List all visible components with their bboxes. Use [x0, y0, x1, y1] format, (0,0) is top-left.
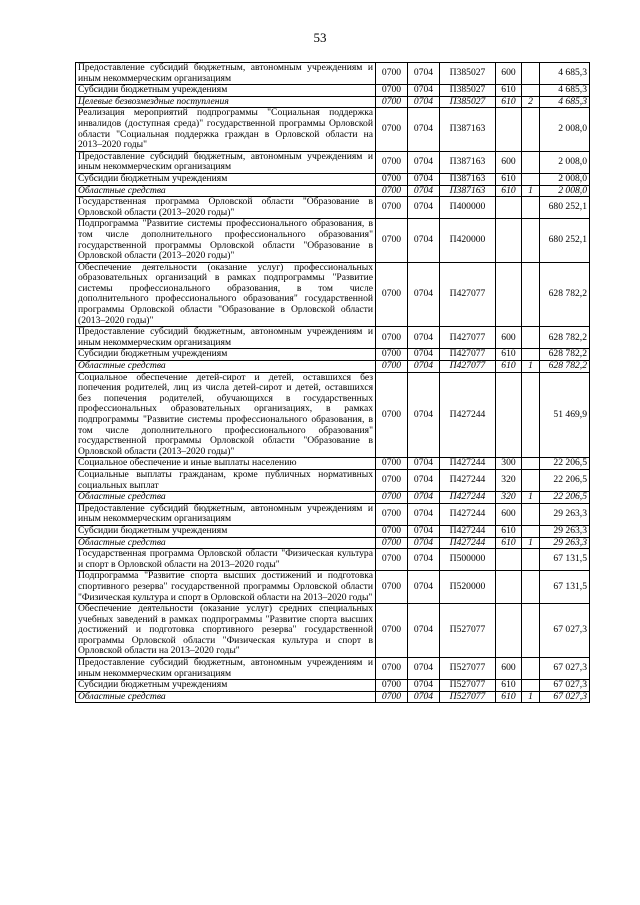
funding-source-cell — [522, 219, 540, 262]
table-row — [76, 96, 590, 108]
target-item-code-cell: П387163 — [440, 151, 496, 173]
table-row — [76, 151, 590, 173]
funding-source-cell — [522, 85, 540, 97]
target-item-code-cell: П427244 — [440, 372, 496, 458]
expense-type-code-cell — [496, 108, 522, 151]
expense-type-code-cell: 600 — [496, 503, 522, 525]
table-row — [76, 469, 590, 491]
amount-cell: 67 131,5 — [540, 571, 590, 604]
table-row — [76, 349, 590, 361]
budget-table — [75, 62, 590, 703]
subsection-code-cell: 0704 — [408, 604, 440, 658]
subsection-code-cell: 0704 — [408, 219, 440, 262]
amount-cell: 628 782,2 — [540, 361, 590, 373]
table-row — [76, 571, 590, 604]
target-item-code-cell: П527077 — [440, 680, 496, 692]
funding-source-cell — [522, 262, 540, 327]
expense-type-code-cell: 300 — [496, 458, 522, 470]
amount-cell: 628 782,2 — [540, 327, 590, 349]
expense-type-code-cell: 610 — [496, 173, 522, 185]
funding-source-cell — [522, 349, 540, 361]
funding-source-cell — [522, 372, 540, 458]
subsection-code-cell: 0704 — [408, 151, 440, 173]
subsection-code-cell: 0704 — [408, 349, 440, 361]
table-row — [76, 327, 590, 349]
target-item-code-cell: П500000 — [440, 549, 496, 571]
expense-name-cell: Целевые безвозмездные поступления — [76, 96, 376, 108]
amount-cell: 680 252,1 — [540, 197, 590, 219]
expense-type-code-cell: 610 — [496, 185, 522, 197]
amount-cell: 22 206,5 — [540, 469, 590, 491]
section-code-cell: 0700 — [376, 691, 408, 703]
section-code-cell: 0700 — [376, 492, 408, 504]
amount-cell: 67 027,3 — [540, 691, 590, 703]
amount-cell: 2 008,0 — [540, 151, 590, 173]
section-code-cell: 0700 — [376, 262, 408, 327]
subsection-code-cell: 0704 — [408, 503, 440, 525]
target-item-code-cell: П427244 — [440, 537, 496, 549]
table-row — [76, 63, 590, 85]
subsection-code-cell: 0704 — [408, 571, 440, 604]
table-row — [76, 691, 590, 703]
section-code-cell: 0700 — [376, 197, 408, 219]
funding-source-cell: 1 — [522, 691, 540, 703]
expense-name-cell: Обеспечение деятельности (оказание услуг) средних специальных учебных заведений в рамках подпрограммы "Развитие спорта высших достижений и подготовка спортивного резерва" государственной программы Орловской области "Физическая культура и спорт в Орловской области на 2013–2020 годы" — [76, 604, 376, 658]
expense-type-code-cell — [496, 372, 522, 458]
section-code-cell: 0700 — [376, 469, 408, 491]
funding-source-cell — [522, 549, 540, 571]
table-row — [76, 680, 590, 692]
funding-source-cell — [522, 173, 540, 185]
table-row — [76, 262, 590, 327]
expense-name-cell: Государственная программа Орловской области "Физическая культура и спорт в Орловской области на 2013–2020 годы" — [76, 549, 376, 571]
table-row — [76, 604, 590, 658]
subsection-code-cell: 0704 — [408, 658, 440, 680]
subsection-code-cell: 0704 — [408, 549, 440, 571]
table-row — [76, 372, 590, 458]
target-item-code-cell: П427077 — [440, 349, 496, 361]
expense-name-cell: Социальные выплаты гражданам, кроме публичных нормативных социальных выплат — [76, 469, 376, 491]
subsection-code-cell: 0704 — [408, 691, 440, 703]
target-item-code-cell: П387163 — [440, 108, 496, 151]
subsection-code-cell: 0704 — [408, 262, 440, 327]
section-code-cell: 0700 — [376, 571, 408, 604]
table-row — [76, 185, 590, 197]
expense-type-code-cell — [496, 219, 522, 262]
section-code-cell: 0700 — [376, 151, 408, 173]
funding-source-cell — [522, 680, 540, 692]
target-item-code-cell: П385027 — [440, 85, 496, 97]
funding-source-cell — [522, 327, 540, 349]
subsection-code-cell: 0704 — [408, 372, 440, 458]
section-code-cell: 0700 — [376, 537, 408, 549]
amount-cell: 22 206,5 — [540, 458, 590, 470]
amount-cell: 67 027,3 — [540, 658, 590, 680]
amount-cell: 4 685,3 — [540, 96, 590, 108]
table-row — [76, 503, 590, 525]
amount-cell: 51 469,9 — [540, 372, 590, 458]
target-item-code-cell: П385027 — [440, 96, 496, 108]
table-row — [76, 108, 590, 151]
expense-type-code-cell: 600 — [496, 658, 522, 680]
expense-name-cell: Предоставление субсидий бюджетным, автономным учреждениям и иным некоммерческим организациям — [76, 63, 376, 85]
funding-source-cell — [522, 525, 540, 537]
subsection-code-cell: 0704 — [408, 492, 440, 504]
target-item-code-cell: П385027 — [440, 63, 496, 85]
expense-type-code-cell: 320 — [496, 492, 522, 504]
target-item-code-cell: П427244 — [440, 469, 496, 491]
expense-type-code-cell — [496, 549, 522, 571]
expense-type-code-cell: 600 — [496, 151, 522, 173]
section-code-cell: 0700 — [376, 108, 408, 151]
section-code-cell: 0700 — [376, 96, 408, 108]
table-row — [76, 537, 590, 549]
expense-type-code-cell: 320 — [496, 469, 522, 491]
expense-name-cell: Реализация мероприятий подпрограммы "Социальная поддержка инвалидов (доступная среда)" государственной программы Орловской области "Социальная поддержка граждан в Орловской области на 2013–2020 годы" — [76, 108, 376, 151]
amount-cell: 4 685,3 — [540, 85, 590, 97]
expense-name-cell: Субсидии бюджетным учреждениям — [76, 525, 376, 537]
target-item-code-cell: П427244 — [440, 525, 496, 537]
subsection-code-cell: 0704 — [408, 63, 440, 85]
expense-type-code-cell — [496, 604, 522, 658]
funding-source-cell — [522, 63, 540, 85]
funding-source-cell — [522, 458, 540, 470]
expense-name-cell: Социальное обеспечение детей-сирот и детей, оставшихся без попечения родителей, лиц из числа детей-сирот и детей, оставшихся без попечения родителей, обучающихся в государственных профессиональных образовательных организациях, в рамках подпрограммы "Развитие системы профессионального образования, в том числе дополнительного профессионального образования" государственной программы Орловской области "Образование в Орловской области (2013–2020 годы)" — [76, 372, 376, 458]
subsection-code-cell: 0704 — [408, 537, 440, 549]
expense-type-code-cell: 610 — [496, 691, 522, 703]
expense-type-code-cell: 610 — [496, 680, 522, 692]
section-code-cell: 0700 — [376, 85, 408, 97]
target-item-code-cell: П387163 — [440, 185, 496, 197]
expense-name-cell: Субсидии бюджетным учреждениям — [76, 173, 376, 185]
funding-source-cell: 1 — [522, 185, 540, 197]
funding-source-cell — [522, 108, 540, 151]
target-item-code-cell: П520000 — [440, 571, 496, 604]
amount-cell: 628 782,2 — [540, 349, 590, 361]
amount-cell: 2 008,0 — [540, 173, 590, 185]
funding-source-cell — [522, 503, 540, 525]
funding-source-cell: 1 — [522, 537, 540, 549]
section-code-cell: 0700 — [376, 349, 408, 361]
target-item-code-cell: П420000 — [440, 219, 496, 262]
amount-cell: 22 206,5 — [540, 492, 590, 504]
section-code-cell: 0700 — [376, 458, 408, 470]
funding-source-cell — [522, 604, 540, 658]
amount-cell: 67 027,3 — [540, 604, 590, 658]
expense-name-cell: Предоставление субсидий бюджетным, автономным учреждениям и иным некоммерческим организациям — [76, 327, 376, 349]
expense-name-cell: Государственная программа Орловской области "Образование в Орловской области (2013–2020 годы)" — [76, 197, 376, 219]
section-code-cell: 0700 — [376, 361, 408, 373]
amount-cell: 628 782,2 — [540, 262, 590, 327]
subsection-code-cell: 0704 — [408, 173, 440, 185]
expense-type-code-cell: 600 — [496, 327, 522, 349]
funding-source-cell — [522, 197, 540, 219]
target-item-code-cell: П527077 — [440, 604, 496, 658]
funding-source-cell — [522, 151, 540, 173]
expense-name-cell: Субсидии бюджетным учреждениям — [76, 85, 376, 97]
table-row — [76, 361, 590, 373]
expense-type-code-cell: 610 — [496, 349, 522, 361]
expense-name-cell: Предоставление субсидий бюджетным, автономным учреждениям и иным некоммерческим организациям — [76, 658, 376, 680]
expense-name-cell: Областные средства — [76, 492, 376, 504]
expense-name-cell: Областные средства — [76, 361, 376, 373]
funding-source-cell — [522, 658, 540, 680]
amount-cell: 2 008,0 — [540, 185, 590, 197]
amount-cell: 2 008,0 — [540, 108, 590, 151]
subsection-code-cell: 0704 — [408, 85, 440, 97]
target-item-code-cell: П427077 — [440, 327, 496, 349]
expense-name-cell: Субсидии бюджетным учреждениям — [76, 349, 376, 361]
expense-name-cell: Социальное обеспечение и иные выплаты населению — [76, 458, 376, 470]
table-row — [76, 492, 590, 504]
subsection-code-cell: 0704 — [408, 96, 440, 108]
expense-type-code-cell: 610 — [496, 361, 522, 373]
subsection-code-cell: 0704 — [408, 327, 440, 349]
expense-name-cell: Подпрограмма "Развитие спорта высших достижений и подготовка спортивного резерва" государственной программы Орловской области "Физическая культура и спорт в Орловской области на 2013–2020 годы" — [76, 571, 376, 604]
subsection-code-cell: 0704 — [408, 469, 440, 491]
funding-source-cell: 2 — [522, 96, 540, 108]
amount-cell: 4 685,3 — [540, 63, 590, 85]
expense-type-code-cell — [496, 262, 522, 327]
table-row — [76, 549, 590, 571]
section-code-cell: 0700 — [376, 173, 408, 185]
budget-table-body — [76, 63, 590, 703]
target-item-code-cell: П387163 — [440, 173, 496, 185]
section-code-cell: 0700 — [376, 658, 408, 680]
page-number: 53 — [313, 30, 327, 45]
expense-type-code-cell — [496, 571, 522, 604]
expense-name-cell: Предоставление субсидий бюджетным, автономным учреждениям и иным некоммерческим организациям — [76, 151, 376, 173]
funding-source-cell: 1 — [522, 492, 540, 504]
expense-type-code-cell: 610 — [496, 85, 522, 97]
funding-source-cell — [522, 571, 540, 604]
amount-cell: 29 263,3 — [540, 503, 590, 525]
amount-cell: 67 131,5 — [540, 549, 590, 571]
expense-type-code-cell — [496, 197, 522, 219]
table-row — [76, 197, 590, 219]
subsection-code-cell: 0704 — [408, 680, 440, 692]
expense-name-cell: Подпрограмма "Развитие системы профессионального образования, в том числе дополнительного профессионального образования" государственной программы Орловской области "Образование в Орловской области (2013–2020 годы)" — [76, 219, 376, 262]
target-item-code-cell: П527077 — [440, 691, 496, 703]
subsection-code-cell: 0704 — [408, 525, 440, 537]
expense-name-cell: Областные средства — [76, 691, 376, 703]
subsection-code-cell: 0704 — [408, 185, 440, 197]
target-item-code-cell: П527077 — [440, 658, 496, 680]
amount-cell: 29 263,3 — [540, 525, 590, 537]
target-item-code-cell: П427244 — [440, 458, 496, 470]
table-row — [76, 458, 590, 470]
section-code-cell: 0700 — [376, 219, 408, 262]
target-item-code-cell: П427077 — [440, 361, 496, 373]
expense-name-cell: Областные средства — [76, 185, 376, 197]
section-code-cell: 0700 — [376, 63, 408, 85]
amount-cell: 680 252,1 — [540, 219, 590, 262]
section-code-cell: 0700 — [376, 503, 408, 525]
section-code-cell: 0700 — [376, 680, 408, 692]
expense-name-cell: Предоставление субсидий бюджетным, автономным учреждениям и иным некоммерческим организациям — [76, 503, 376, 525]
funding-source-cell: 1 — [522, 361, 540, 373]
target-item-code-cell: П400000 — [440, 197, 496, 219]
expense-name-cell: Субсидии бюджетным учреждениям — [76, 680, 376, 692]
section-code-cell: 0700 — [376, 549, 408, 571]
expense-type-code-cell: 610 — [496, 537, 522, 549]
subsection-code-cell: 0704 — [408, 197, 440, 219]
amount-cell: 67 027,3 — [540, 680, 590, 692]
subsection-code-cell: 0704 — [408, 361, 440, 373]
target-item-code-cell: П427077 — [440, 262, 496, 327]
section-code-cell: 0700 — [376, 327, 408, 349]
table-row — [76, 173, 590, 185]
table-row — [76, 525, 590, 537]
table-row — [76, 658, 590, 680]
subsection-code-cell: 0704 — [408, 108, 440, 151]
amount-cell: 29 263,3 — [540, 537, 590, 549]
section-code-cell: 0700 — [376, 372, 408, 458]
expense-type-code-cell: 610 — [496, 96, 522, 108]
table-row — [76, 85, 590, 97]
section-code-cell: 0700 — [376, 604, 408, 658]
target-item-code-cell: П427244 — [440, 492, 496, 504]
funding-source-cell — [522, 469, 540, 491]
expense-type-code-cell: 610 — [496, 525, 522, 537]
expense-type-code-cell: 600 — [496, 63, 522, 85]
expense-name-cell: Областные средства — [76, 537, 376, 549]
table-row — [76, 219, 590, 262]
target-item-code-cell: П427244 — [440, 503, 496, 525]
subsection-code-cell: 0704 — [408, 458, 440, 470]
section-code-cell: 0700 — [376, 525, 408, 537]
expense-name-cell: Обеспечение деятельности (оказание услуг) профессиональных образовательных организаций в рамках подпрограммы "Развитие системы профессионального образования, в том числе дополнительного профессионального образования" государственной программы Орловской области "Образование в Орловской области (2013–2020 годы)" — [76, 262, 376, 327]
section-code-cell: 0700 — [376, 185, 408, 197]
